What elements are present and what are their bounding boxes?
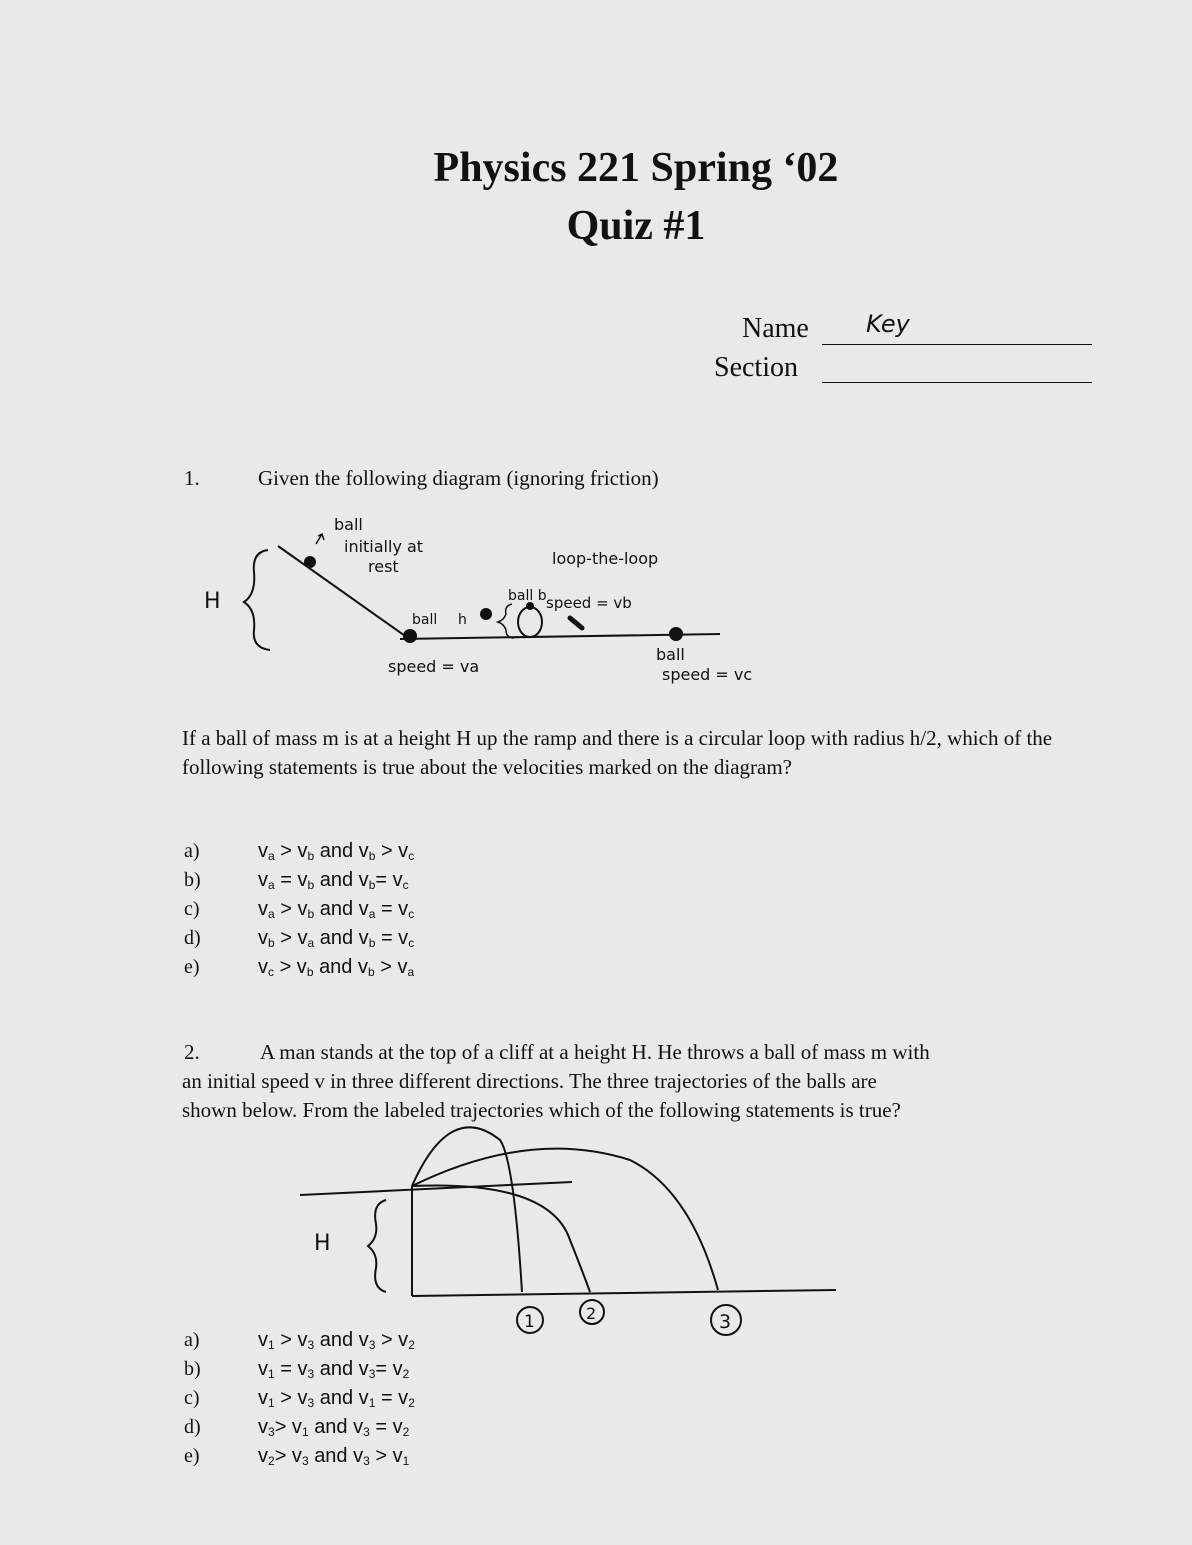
q1-option-letter: e) [184,956,200,978]
q1-label-ball-h-2: h [458,612,467,628]
q2-option-text: $v_1 > v_3$ and $v_1 = v_2$ [258,1387,415,1410]
q2-number: 2. [184,1040,200,1064]
q1-brace-h [498,604,514,638]
q1-label-ball-c: ball [656,645,685,664]
name-value: Key [866,310,910,338]
q1-option-text: $v_b > v_a$ and $v_b = v_c$ [258,927,415,950]
q2-option-text: $v_3> v_1$ and $v_3 = v_2$ [258,1416,410,1439]
q1-label-speed-b: speed = vb [546,594,632,612]
q2-option [184,1416,410,1445]
q1-option [184,898,415,927]
q1-label-loop: loop-the-loop [552,549,659,568]
q2-options [184,1329,415,1474]
q2-trajectory-2 [412,1185,590,1292]
q1-label-ball-b: ball b [508,588,547,604]
q2-option-letter: e) [184,1445,200,1467]
q1-option [184,956,415,985]
section-label: Section [714,352,798,383]
q1-arrow-b [570,618,582,628]
q1-label-speed-a: speed = va [388,657,480,676]
q2-cliff-top [300,1182,572,1195]
page-title: Physics 221 Spring ‘02 [433,145,839,191]
q2-brace [368,1200,386,1292]
q1-arrow-rest [316,534,324,544]
q2-option-text: $v_2> v_3$ and $v_3 > v_1$ [258,1445,410,1468]
q2-traj1-label: 1 [524,1312,535,1332]
q1-option [184,869,409,898]
q1-label-ball-rest-3: rest [368,557,399,576]
q1-option-letter: b) [184,869,201,891]
q1-options [184,840,415,985]
q1-label-ball-h-1: ball [412,612,438,628]
q2-diagram [290,1120,850,1350]
q1-body: If a ball of mass m is at a height H up the ramp and there is a circular loop with radius h/2, which of the following statements is true about the velocities marked on the diagram? [182,726,1053,779]
q2-traj2-label: 2 [586,1304,597,1323]
quiz-number: Quiz #1 [566,203,706,249]
q1-option-text: $v_a > v_b$ and $v_a = v_c$ [258,898,415,921]
q1-brace [244,550,270,650]
q1-loop [518,607,542,637]
q1-option-letter: c) [184,898,200,920]
q2-option [184,1387,415,1416]
q1-label-ball-rest-1: ball [334,515,363,534]
q1-diagram [190,500,790,700]
name-label: Name [742,313,809,344]
q2-option-letter: d) [184,1416,201,1438]
q1-number: 1. [184,466,200,490]
q1-ball-a [403,629,417,643]
q1-ball-rest [304,556,316,568]
q2-trajectory-3 [412,1149,718,1290]
q2-traj3-label: 3 [719,1311,732,1333]
q2-trajectory-1 [412,1127,522,1292]
q1-option-letter: d) [184,927,201,949]
q1-option-letter: a) [184,840,200,862]
q2-option-letter: a) [184,1329,200,1351]
q1-option [184,840,415,869]
q2-option-text: $v_1 = v_3$ and $v_3= v_2$ [258,1358,410,1381]
q2-line2: an initial speed v in three different directions. The three trajectories of the balls are [182,1069,877,1093]
q2-ground [412,1290,836,1296]
q1-label-H: H [204,589,221,614]
q2-option-text: $v_1 > v_3$ and $v_3 > v_2$ [258,1329,415,1352]
section-line [822,382,1092,383]
q1-label-speed-c: speed = vc [662,665,753,684]
q2-option [184,1358,410,1387]
q2-label-H: H [314,1231,331,1256]
q1-label-ball-rest-2: initially at [344,537,424,556]
q1-option [184,927,415,956]
q1-ball-h [480,608,492,620]
q2-line3: shown below. From the labeled trajectories which of the following statements is true? [182,1098,901,1122]
q1-intro: Given the following diagram (ignoring friction) [258,466,659,490]
q1-option-text: $v_c > v_b$ and $v_b > v_a$ [258,956,415,979]
q2-line1: A man stands at the top of a cliff at a height H. He throws a ball of mass m with [260,1040,930,1064]
q2-option-letter: c) [184,1387,200,1409]
q1-ball-c [669,627,683,641]
q2-option-letter: b) [184,1358,201,1380]
q1-option-text: $v_a = v_b$ and $v_b= v_c$ [258,869,409,892]
q2-option [184,1329,415,1358]
name-line [822,344,1092,345]
q2-option [184,1445,410,1474]
q1-option-text: $v_a > v_b$ and $v_b > v_c$ [258,840,415,863]
